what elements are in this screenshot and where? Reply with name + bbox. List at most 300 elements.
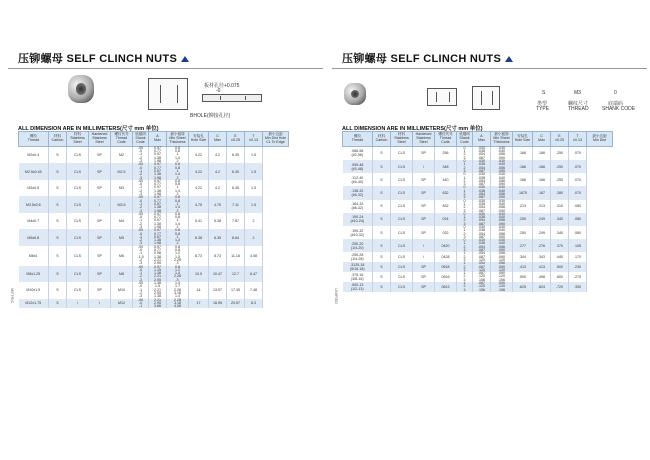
column-header: 最小板厚 Min Sheet Thickness	[491, 132, 513, 147]
table-cell: .277	[513, 239, 533, 252]
table-cell: .166	[513, 146, 533, 160]
table-cell: SP	[413, 226, 435, 239]
table-cell: -1	[133, 219, 149, 222]
table-cell: 1	[457, 252, 473, 255]
shank-code-label: SHANK CODE	[602, 106, 636, 112]
table-cell: .170	[569, 252, 587, 262]
table-cell: .054	[473, 206, 491, 209]
table-cell: .120	[491, 285, 513, 288]
table-cell: .038	[473, 163, 491, 166]
table-cell: 1.98	[149, 160, 167, 163]
table-cell: -1	[133, 170, 149, 173]
table-cell: SP	[413, 262, 435, 272]
table-cell: M3	[111, 180, 133, 196]
table-cell: 0.97	[149, 246, 167, 249]
table-cell: S	[373, 213, 391, 226]
table-cell: -1	[133, 186, 149, 189]
table-cell: S	[49, 163, 67, 179]
table-cell: 3	[457, 157, 473, 160]
table-cell: .040	[491, 203, 513, 206]
table-cell: .038	[473, 216, 491, 219]
table-cell: 1	[457, 262, 473, 265]
table-cell: .030	[491, 146, 513, 150]
table-cell: 2	[457, 206, 473, 209]
table-cell: -2	[133, 190, 149, 193]
table-cell: 4.08	[167, 305, 189, 308]
table-cell: 0.8	[167, 150, 189, 153]
table-cell: /	[413, 252, 435, 262]
table-cell: 1	[457, 229, 473, 232]
table-cell: 2	[457, 256, 473, 259]
type-label-cn: 类型	[537, 101, 548, 107]
table-cell: 1	[167, 153, 189, 156]
table-cell: .249	[533, 226, 551, 239]
table-cell: S	[373, 200, 391, 213]
table-cell: 1.5	[149, 285, 167, 288]
sheet-diagram	[202, 94, 262, 102]
table-cell: 0.97	[149, 236, 167, 239]
table-cell: 0.97	[149, 186, 167, 189]
table-cell: -1	[133, 236, 149, 239]
table-cell: .030	[473, 173, 491, 176]
table-cell: 0	[457, 239, 473, 242]
column-header: T ±0.13	[245, 132, 263, 147]
diagram-label: 板材孔径+0.075	[204, 83, 240, 89]
table-cell: CLS	[391, 252, 413, 262]
table-cell: .030	[491, 186, 513, 189]
table-cell: 1.7	[167, 285, 189, 288]
table-cell: CLS	[67, 163, 89, 179]
thread-label: THREAD	[568, 106, 589, 112]
shank-label-cn: 底端码	[608, 101, 624, 107]
table-cell: -1	[133, 289, 149, 292]
table-cell: .054	[473, 153, 491, 156]
table-cell: 2	[457, 285, 473, 288]
table-cell: .250-20 (1/4-20)	[343, 239, 373, 252]
table-cell: .138-32 (#6-32)	[343, 186, 373, 199]
table-cell: 1.38	[149, 256, 167, 259]
table-cell: S	[373, 160, 391, 173]
table-cell: 7.87	[227, 213, 245, 229]
table-cell: SP	[413, 146, 435, 160]
type-label: TYPE	[536, 106, 550, 112]
table-cell: .156	[491, 289, 513, 292]
table-cell: .166	[513, 173, 533, 186]
table-cell: 1.38	[149, 223, 167, 226]
table-cell: .030	[473, 213, 491, 216]
table-cell: .090	[491, 236, 513, 239]
table-cell: -1	[133, 203, 149, 206]
table-cell: -2	[133, 292, 149, 295]
table-cell: 13.97	[209, 282, 227, 298]
table-cell: 0.97	[149, 266, 167, 269]
table-cell: -2	[133, 239, 149, 242]
table-cell: CLS	[391, 213, 413, 226]
table-cell: -0	[133, 200, 149, 203]
table-cell: CLS	[391, 200, 413, 213]
table-cell: S	[49, 246, 67, 266]
table-cell: 0.97	[149, 203, 167, 206]
table-cell: SP	[413, 272, 435, 282]
table-cell: 1.5	[245, 196, 263, 212]
table-cell: 0420	[435, 239, 457, 252]
table-cell: -00	[133, 163, 149, 166]
table-cell: .166	[533, 173, 551, 186]
table-cell: .054	[473, 180, 491, 183]
table-cell: -3	[133, 262, 149, 265]
table-cell: .040	[491, 190, 513, 193]
table-cell: -0	[133, 167, 149, 170]
column-header: Hardened Stainless Steel	[413, 132, 435, 147]
table-cell: -0	[133, 285, 149, 288]
table-cell: 8.64	[227, 229, 245, 245]
table-cell: .030	[473, 226, 491, 229]
table-cell: .600	[551, 272, 569, 282]
table-cell: .156	[473, 289, 491, 292]
table-cell: 2.21	[149, 275, 167, 278]
column-header: 螺纹代号 Thread Code	[435, 132, 457, 147]
table-cell: .087	[473, 256, 491, 259]
table-cell: CLS	[391, 282, 413, 292]
table-cell: M2.5	[111, 163, 133, 179]
table-cell: 032	[435, 226, 457, 239]
table-cell: SP	[89, 229, 111, 245]
table-cell: 0	[457, 186, 473, 189]
table-cell: 0428	[435, 252, 457, 262]
table-cell: .087	[473, 282, 491, 285]
table-cell: 7.11	[227, 196, 245, 212]
table-cell: -00	[133, 266, 149, 269]
table-cell: SP	[413, 282, 435, 292]
table-cell: 10.47	[209, 266, 227, 282]
column-header: 螺纹代号 Thread Code	[111, 132, 133, 147]
table-cell: .054	[473, 233, 491, 236]
table-cell: 1.38	[149, 272, 167, 275]
table-cell: .080	[569, 226, 587, 239]
table-cell: .500	[513, 272, 533, 282]
table-cell: .112-40 (#4-40)	[343, 173, 373, 186]
table-cell: -0	[133, 233, 149, 236]
table-cell: 2	[457, 266, 473, 269]
table-cell: .087	[473, 266, 491, 269]
table-cell: 6.35	[227, 163, 245, 179]
code-s: S	[542, 90, 546, 96]
table-cell: M12	[111, 299, 133, 309]
table-cell: 4.75	[189, 196, 209, 212]
table-cell: 6.35	[209, 229, 227, 245]
column-header: 安装孔 Hole Size	[189, 132, 209, 147]
table-cell: S	[373, 146, 391, 160]
table-cell: .038	[473, 190, 491, 193]
table-cell: 8.73	[189, 246, 209, 266]
table-cell: .156	[491, 279, 513, 282]
table-cell: .166	[533, 146, 551, 160]
nut-photo	[68, 75, 94, 103]
table-cell: 0.8	[167, 216, 189, 219]
table-cell: 3	[457, 210, 473, 213]
table-cell: 1	[457, 282, 473, 285]
table-cell: 0.97	[149, 170, 167, 173]
table-cell: .498	[533, 272, 551, 282]
table-cell: -3	[133, 226, 149, 229]
table-cell: .087	[473, 170, 491, 173]
table-cell: 1.5	[245, 180, 263, 196]
dimensions-title: ALL DIMENSION ARE IN MILLIMETERS(尺寸 mm 单位)	[342, 126, 483, 132]
table-cell: 0813	[435, 282, 457, 292]
table-cell: 16.95	[209, 299, 227, 309]
table-cell: .030	[491, 213, 513, 216]
table-cell: 2	[167, 177, 189, 180]
table-cell: .087	[473, 183, 491, 186]
table-cell: .030	[473, 146, 491, 150]
table-cell: .040	[491, 229, 513, 232]
table-row	[19, 282, 289, 285]
table-cell: .190-24 (#10-24)	[343, 213, 373, 226]
table-cell: .250	[513, 213, 533, 226]
table-cell: .213	[533, 200, 551, 213]
table-cell: .1875	[513, 186, 533, 199]
table-cell: /	[413, 239, 435, 252]
table-cell: -1	[133, 153, 149, 156]
table-cell: 1	[457, 190, 473, 193]
table-cell: .310	[551, 200, 569, 213]
table-cell: .054	[473, 252, 491, 255]
table-cell: 0.97	[149, 163, 167, 166]
table-cell: M8	[111, 266, 133, 282]
table-cell: 1.38	[149, 190, 167, 193]
table-cell: 1.15	[149, 269, 167, 272]
table-cell: .340	[551, 213, 569, 226]
table-cell: 0.97	[149, 213, 167, 216]
table-cell: 0	[457, 173, 473, 176]
table-cell: .087	[473, 196, 491, 199]
table-cell: .090	[491, 266, 513, 269]
table-cell: 2	[167, 242, 189, 245]
table-cell: 2.28	[167, 289, 189, 292]
table-cell: CLS	[391, 186, 413, 199]
table-cell: 1.5	[245, 163, 263, 179]
table-cell: -1	[133, 305, 149, 308]
table-cell: .230	[569, 262, 587, 272]
table-cell: .3125-18 (5/16-18)	[343, 262, 373, 272]
table-cell: 2	[167, 193, 189, 196]
table-cell: 832	[435, 200, 457, 213]
table-cell: -1	[133, 272, 149, 275]
table-cell: 2.95	[149, 302, 167, 305]
table-cell: M5	[111, 229, 133, 245]
thread-label-cn: 螺纹尺寸	[568, 101, 589, 107]
table-cell: 7.48	[245, 282, 263, 298]
table-cell: -2	[133, 157, 149, 160]
table-cell: 1.38	[149, 157, 167, 160]
table-cell: .056	[491, 252, 513, 255]
table-cell: 2	[245, 229, 263, 245]
table-cell: .250	[551, 173, 569, 186]
table-cell: 1.4	[167, 173, 189, 176]
table-cell: .105	[569, 239, 587, 252]
table-cell: .090	[491, 196, 513, 199]
table-cell: .250	[551, 146, 569, 160]
table-cell: 0.77	[149, 249, 167, 252]
table-cell: 1	[167, 186, 189, 189]
table-cell: 17	[189, 299, 209, 309]
table-cell: 11.18	[227, 246, 245, 266]
table-cell: .120	[473, 275, 491, 278]
table-cell: 0.77	[149, 183, 167, 186]
table-cell: 1.38	[149, 206, 167, 209]
table-cell: -2	[133, 259, 149, 262]
table-cell: .054	[473, 193, 491, 196]
table-cell: .030	[473, 239, 491, 242]
table-cell: 0.8	[167, 183, 189, 186]
table-cell: 0.8	[167, 266, 189, 269]
table-cell: .056	[491, 262, 513, 265]
table-cell: S	[49, 146, 67, 163]
table-cell: -2	[133, 223, 149, 226]
table-cell: 0.77	[149, 216, 167, 219]
table-cell: 14	[189, 282, 209, 298]
column-header: E ±0.25	[551, 132, 569, 147]
table-cell: 1	[457, 177, 473, 180]
table-cell: 2	[457, 180, 473, 183]
table-cell: .440	[551, 252, 569, 262]
table-cell: .087	[473, 272, 491, 275]
table-cell: .038	[473, 150, 491, 153]
table-cell: -3	[133, 160, 149, 163]
column-header: Hardened Stainless Steel	[89, 132, 111, 147]
table-cell: 2	[167, 160, 189, 163]
table-cell: 2	[167, 210, 189, 213]
table-cell: 5.38	[209, 213, 227, 229]
table-cell: .087	[473, 249, 491, 252]
table-cell: /	[413, 160, 435, 173]
table-cell: .090	[491, 210, 513, 213]
nut-photo	[344, 83, 366, 105]
table-cell: .030	[491, 173, 513, 176]
table-cell: M4x0.7	[19, 213, 49, 229]
table-cell: .056	[491, 180, 513, 183]
divider	[8, 68, 323, 69]
table-cell: -00	[133, 180, 149, 183]
table-cell: /	[89, 299, 111, 309]
table-cell: 0.8	[167, 163, 189, 166]
table-cell: 3	[167, 262, 189, 265]
table-cell: .056	[491, 153, 513, 156]
table-cell: 4.2	[209, 180, 227, 196]
table-cell: 0.77	[149, 167, 167, 170]
table-cell: .099-48 (#3-48)	[343, 160, 373, 173]
table-cell: .720	[551, 282, 569, 292]
side-label: UNIFIED	[334, 288, 339, 304]
table-cell: -2	[133, 173, 149, 176]
table-cell: M4	[111, 213, 133, 229]
table-cell: M2.5x0.45	[19, 163, 49, 179]
table-cell: 0.8	[167, 200, 189, 203]
table-cell: M2	[111, 146, 133, 163]
table-cell: 3	[457, 279, 473, 282]
table-cell: 256	[435, 146, 457, 160]
table-cell: .413	[513, 262, 533, 272]
table-cell: CLS	[67, 229, 89, 245]
table-cell: SP	[413, 173, 435, 186]
table-cell: .090	[491, 272, 513, 275]
table-cell: 3	[457, 170, 473, 173]
table-cell: 0.98	[149, 252, 167, 255]
table-cell: .038	[473, 229, 491, 232]
table-cell: 5.41	[189, 213, 209, 229]
right-page	[332, 38, 647, 458]
table-cell: -2	[133, 206, 149, 209]
column-header: 最小板厚 Min Sheet Thickness	[167, 132, 189, 147]
table-cell: 0.97	[149, 196, 167, 199]
table-cell: 4.22	[189, 163, 209, 179]
table-cell: 1	[457, 242, 473, 245]
table-cell: .120	[491, 259, 513, 262]
table-cell: .276	[533, 239, 551, 252]
table-cell: -00	[133, 146, 149, 150]
table-cell: .166	[513, 160, 533, 173]
table-cell: .030	[473, 200, 491, 203]
table-cell: 1.2	[167, 269, 189, 272]
spec-table-metric	[18, 131, 289, 308]
table-cell: .087	[473, 223, 491, 226]
table-cell: -0	[133, 183, 149, 186]
table-cell: .120	[491, 275, 513, 278]
page-title: 压铆螺母 SELF CLINCH NUTS	[342, 50, 513, 66]
table-cell: .030	[491, 200, 513, 203]
code-shank: 0	[614, 90, 617, 96]
column-header: 最小边距 Min Dist Hole CL To Edge	[263, 132, 289, 147]
table-cell: 2	[457, 167, 473, 170]
table-cell: 1.4	[167, 190, 189, 193]
table-cell: CLS	[67, 180, 89, 196]
table-cell: 1.5	[245, 146, 263, 163]
column-header: 螺纹 Thread	[19, 132, 49, 147]
table-cell: .190-32 (#10-32)	[343, 226, 373, 239]
table-cell: 2.21	[149, 259, 167, 262]
table-cell: 2	[457, 219, 473, 222]
table-cell: 2	[457, 246, 473, 249]
table-cell: .080	[569, 213, 587, 226]
column-header: 底端码 Shank Code	[457, 132, 473, 147]
table-cell: S	[373, 262, 391, 272]
table-cell: 1.98	[149, 226, 167, 229]
table-cell: .056	[491, 193, 513, 196]
table-cell: 0	[457, 213, 473, 216]
table-cell: 4.22	[189, 180, 209, 196]
table-cell: 3.86	[149, 305, 167, 308]
table-cell: .056	[491, 233, 513, 236]
table-cell: 3	[457, 236, 473, 239]
table-cell: S	[373, 272, 391, 282]
table-cell: 1.38	[149, 295, 167, 298]
table-cell: S	[373, 173, 391, 186]
table-cell: S	[373, 252, 391, 262]
table-cell: 1	[457, 203, 473, 206]
table-cell: .120	[473, 259, 491, 262]
table-cell: .056	[491, 206, 513, 209]
table-cell: -00	[133, 299, 149, 302]
table-cell: 6.35	[227, 180, 245, 196]
table-cell: 1.4	[167, 272, 189, 275]
table-cell: .120	[473, 269, 491, 272]
table-cell: .370	[551, 239, 569, 252]
table-cell: -00	[133, 196, 149, 199]
table-cell: .040	[491, 242, 513, 245]
table-cell: 3	[457, 259, 473, 262]
table-cell: /	[67, 299, 89, 309]
table-cell: 6.47	[245, 266, 263, 282]
